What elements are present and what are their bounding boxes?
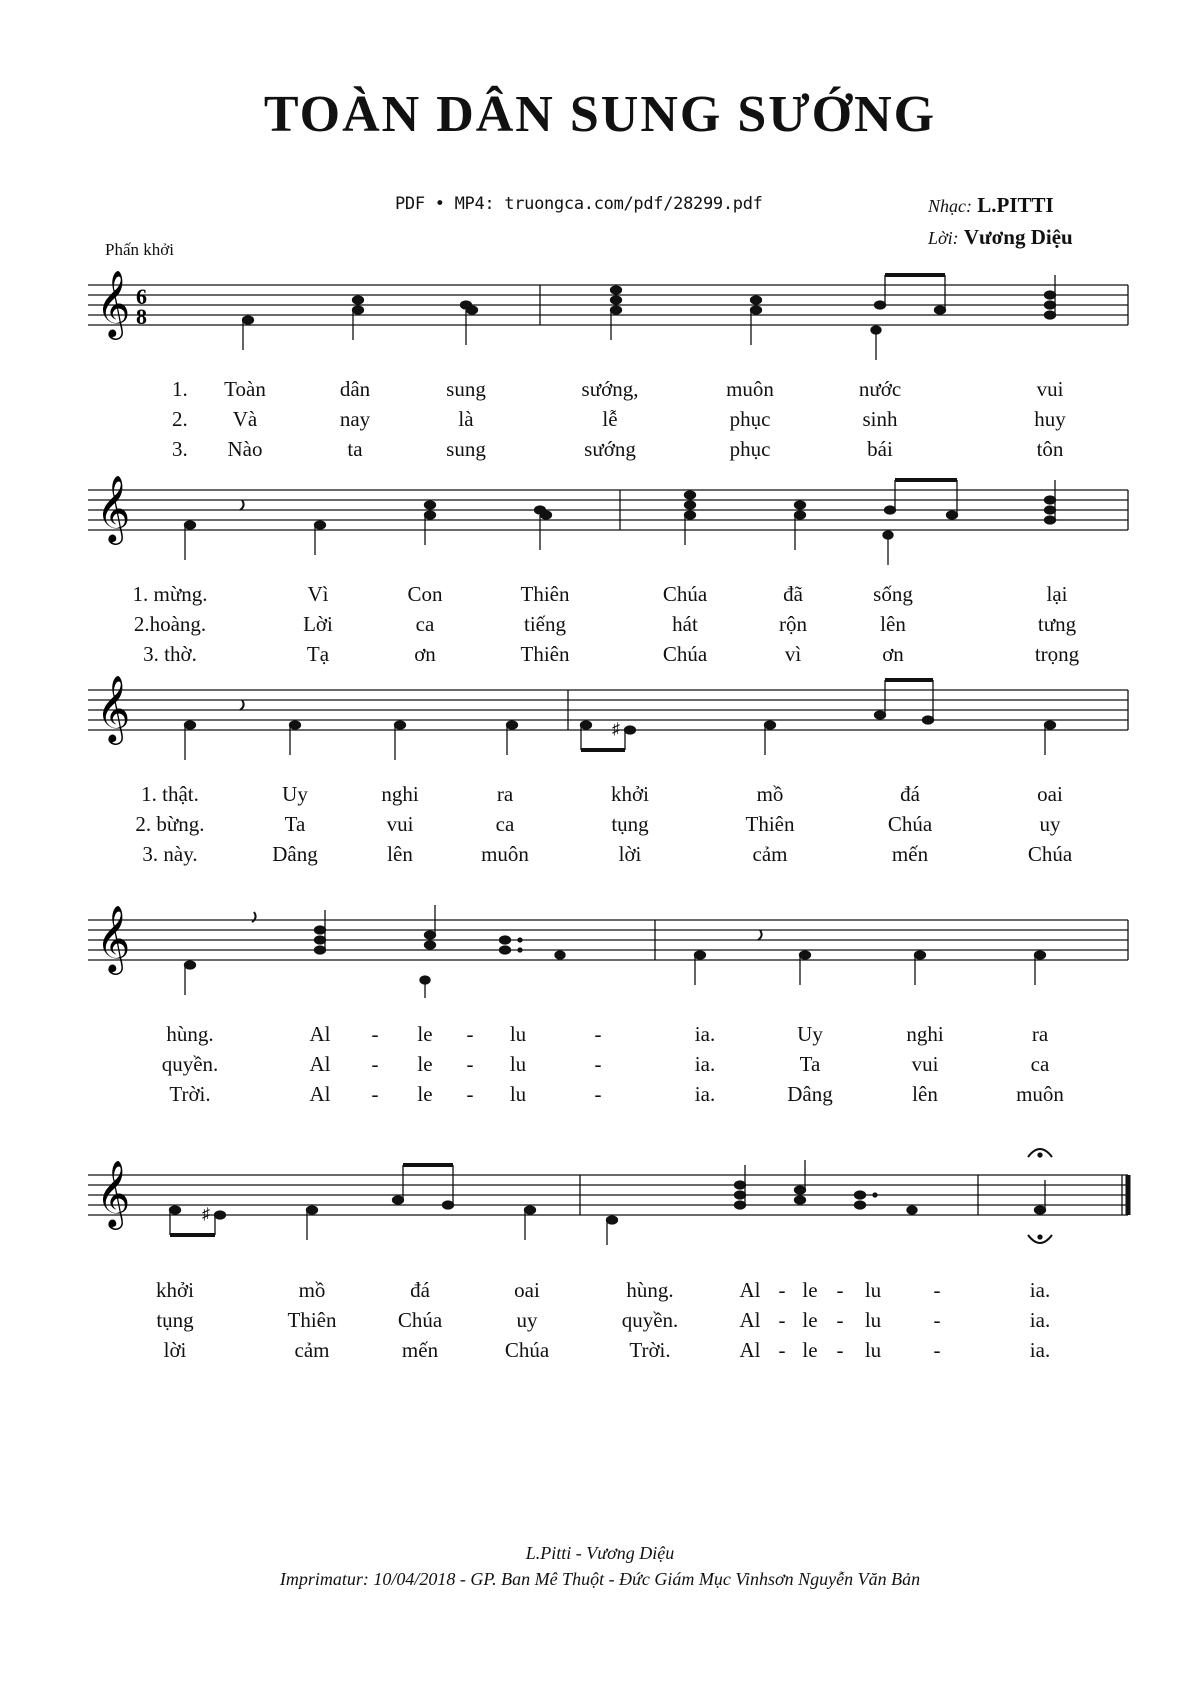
lyric: oai <box>514 1278 540 1302</box>
lyric: Chúa <box>397 1308 443 1332</box>
lyric: đá <box>410 1278 430 1302</box>
lyric: uy <box>1039 812 1061 836</box>
lyric: le <box>802 1338 818 1362</box>
footer <box>0 1540 1200 1592</box>
lyric: mồ <box>298 1278 326 1302</box>
lyric: Al <box>309 1022 331 1046</box>
lyric: nghi <box>906 1022 944 1046</box>
lyric: lu <box>509 1082 527 1106</box>
system-3 <box>0 670 1200 870</box>
lyric: - <box>836 1338 844 1362</box>
lyric: hát <box>672 612 698 636</box>
lyric: lên <box>880 612 906 636</box>
system-4 <box>0 900 1200 1110</box>
staff-4 <box>0 900 1200 1000</box>
notes <box>170 1149 1129 1245</box>
lyric: - <box>466 1082 474 1106</box>
lyric: trọng <box>1034 642 1080 666</box>
lyrics-author: Vương Diệu <box>963 225 1073 249</box>
lyric: Al <box>309 1082 331 1106</box>
lyric: sinh <box>862 407 898 431</box>
lyric: sung <box>446 377 486 401</box>
lyric: Ta <box>799 1052 821 1076</box>
lyric: rộn <box>779 612 807 636</box>
lyric: - <box>371 1022 379 1046</box>
lyric: hùng. <box>166 1022 214 1046</box>
lyric: Trời. <box>629 1338 671 1362</box>
system-2 <box>0 470 1200 670</box>
lyric: huy <box>1034 407 1066 431</box>
lyric: lại <box>1046 582 1068 606</box>
lyric: Nào <box>227 437 263 461</box>
lyric: lu <box>864 1308 882 1332</box>
lyric: ca <box>415 612 435 636</box>
treble-clef-icon: 𝄞 <box>96 674 131 742</box>
lyric: - <box>594 1022 602 1046</box>
lyric: - <box>466 1022 474 1046</box>
lyric: le <box>802 1278 818 1302</box>
verse-number: 3. <box>172 437 188 461</box>
treble-clef-icon: 𝄞 <box>96 269 131 337</box>
lyric: - <box>933 1278 941 1302</box>
lyric: 2.hoàng. <box>133 612 207 636</box>
staff-5 <box>0 1135 1200 1245</box>
staff-lines <box>88 490 1128 530</box>
lyric: mến <box>891 842 929 866</box>
lyric: ơn <box>414 642 436 666</box>
lyric: ra <box>1031 1022 1049 1046</box>
time-sig-bottom: 8 <box>136 304 147 329</box>
lyric: oai <box>1037 782 1063 806</box>
lyric: ia. <box>694 1022 716 1046</box>
lyric: mồ <box>756 782 784 806</box>
staff-lines <box>88 920 1128 960</box>
svg-text:♯: ♯ <box>612 721 620 738</box>
music-label: Nhạc: <box>928 196 972 216</box>
tempo-marking: Phấn khởi <box>105 240 174 259</box>
treble-clef-icon: 𝄞 <box>96 1159 131 1227</box>
lyric: - <box>466 1052 474 1076</box>
lyric: lu <box>864 1338 882 1362</box>
lyric: 1. thật. <box>141 782 199 806</box>
lyric: là <box>458 407 474 431</box>
lyric: nước <box>858 377 902 401</box>
lyric: Uy <box>282 782 308 806</box>
verse-number: 2. <box>172 407 188 431</box>
lyric: đá <box>900 782 920 806</box>
lyric: - <box>371 1052 379 1076</box>
lyric: 3. thờ. <box>143 642 197 666</box>
lyric: - <box>933 1338 941 1362</box>
lyric: Ta <box>284 812 306 836</box>
lyric: le <box>417 1082 433 1106</box>
lyric: 1. mừng. <box>132 582 208 606</box>
lyric: ia. <box>694 1052 716 1076</box>
lyric: đã <box>783 582 803 606</box>
lyric: tưng <box>1037 612 1077 636</box>
music-credit <box>928 193 1054 218</box>
lyric: ơn <box>882 642 904 666</box>
lyric: Al <box>739 1278 761 1302</box>
lyric: Thiên <box>520 642 570 666</box>
lyric: sung <box>446 437 486 461</box>
lyric: Dâng <box>787 1082 833 1106</box>
lyric: Và <box>232 407 258 431</box>
lyric: lu <box>509 1022 527 1046</box>
system-5 <box>0 1135 1200 1362</box>
lyric: dân <box>339 377 371 401</box>
lyric: khởi <box>156 1278 194 1302</box>
lyric: tiếng <box>524 612 566 636</box>
staff-1 <box>0 265 1200 360</box>
lyric: - <box>594 1082 602 1106</box>
system-1 <box>0 265 1200 465</box>
staff-3 <box>0 670 1200 765</box>
music-author: L.PITTI <box>977 193 1054 217</box>
lyric: ta <box>347 437 363 461</box>
staff-2 <box>0 470 1200 565</box>
lyric: lu <box>509 1052 527 1076</box>
lyric: muôn <box>481 842 529 866</box>
lyric: Dâng <box>272 842 318 866</box>
source-link[interactable]: PDF • MP4: truongca.com/pdf/28299.pdf <box>395 194 763 214</box>
lyric: lu <box>864 1278 882 1302</box>
lyrics-credit <box>928 225 1073 250</box>
lyric: Uy <box>797 1022 823 1046</box>
lyric: ia. <box>1029 1308 1051 1332</box>
notes <box>243 275 1129 360</box>
svg-text:♯: ♯ <box>202 1206 210 1223</box>
notes <box>185 480 1129 565</box>
lyric: Con <box>407 582 443 606</box>
lyric: le <box>802 1308 818 1332</box>
staff-lines <box>88 1175 1128 1215</box>
lyric: 2. bừng. <box>135 812 205 836</box>
lyric: muôn <box>726 377 774 401</box>
lyric: vui <box>386 812 414 836</box>
verse-number: 1. <box>172 377 188 401</box>
lyric: cảm <box>752 842 788 866</box>
lyric: - <box>594 1052 602 1076</box>
lyric: - <box>778 1308 786 1332</box>
lyric: Chúa <box>1027 842 1073 866</box>
lyric: vui <box>911 1052 939 1076</box>
lyric: uy <box>516 1308 538 1332</box>
lyric: le <box>417 1052 433 1076</box>
lyric: Tạ <box>306 642 330 666</box>
lyric: Thiên <box>520 582 570 606</box>
lyric: tụng <box>611 812 649 836</box>
lyric: - <box>836 1278 844 1302</box>
lyric: Trời. <box>169 1082 211 1106</box>
lyric: Chúa <box>504 1338 550 1362</box>
lyric: - <box>371 1082 379 1106</box>
lyric: - <box>836 1308 844 1332</box>
lyric: 3. này. <box>142 842 198 866</box>
lyric: - <box>933 1308 941 1332</box>
lyric: muôn <box>1016 1082 1064 1106</box>
lyric: Thiên <box>287 1308 337 1332</box>
lyric: sống <box>873 582 913 606</box>
notes <box>185 905 1129 998</box>
lyric: lên <box>387 842 413 866</box>
lyric: lời <box>618 842 642 866</box>
lyric: ia. <box>1029 1338 1051 1362</box>
lyric: lễ <box>602 407 618 431</box>
lyric: bái <box>867 437 893 461</box>
lyric: lên <box>912 1082 938 1106</box>
lyric: tụng <box>156 1308 194 1332</box>
lyric: vì <box>784 642 802 666</box>
lyric: - <box>778 1338 786 1362</box>
footer-credits: L.Pitti - Vương Diệu <box>525 1543 675 1563</box>
lyric: phục <box>729 437 771 461</box>
time-sig-top: 6 <box>136 284 147 309</box>
staff-lines <box>88 690 1128 730</box>
lyrics-label: Lời: <box>928 228 959 248</box>
lyric: ia. <box>1029 1278 1051 1302</box>
treble-clef-icon: 𝄞 <box>96 474 131 542</box>
lyric: Lời <box>303 612 333 636</box>
lyric: Chúa <box>662 582 708 606</box>
lyric: ra <box>496 782 514 806</box>
lyric: Vì <box>307 582 329 606</box>
footer-imprimatur: Imprimatur: 10/04/2018 - GP. Ban Mê Thuột - Đức Giám Mục Vinhsơn Nguyễn Văn Bản <box>279 1569 921 1589</box>
lyric: quyền. <box>161 1052 219 1076</box>
lyric: Chúa <box>887 812 933 836</box>
lyric: nay <box>339 407 371 431</box>
lyric: Thiên <box>745 812 795 836</box>
lyric: cảm <box>294 1338 330 1362</box>
lyric: Al <box>309 1052 331 1076</box>
lyric: ia. <box>694 1082 716 1106</box>
lyric: le <box>417 1022 433 1046</box>
lyric: - <box>778 1278 786 1302</box>
lyric: tôn <box>1036 437 1064 461</box>
lyric: quyền. <box>621 1308 679 1332</box>
treble-clef-icon: 𝄞 <box>96 904 131 972</box>
lyric: ca <box>1030 1052 1050 1076</box>
lyric: Al <box>739 1308 761 1332</box>
lyric: Toàn <box>224 377 266 401</box>
lyric: mến <box>401 1338 439 1362</box>
lyric: sướng <box>584 437 636 461</box>
lyric: nghi <box>381 782 419 806</box>
lyric: hùng. <box>626 1278 674 1302</box>
lyric: vui <box>1036 377 1064 401</box>
lyric: Al <box>739 1338 761 1362</box>
lyric: lời <box>163 1338 187 1362</box>
lyric: ca <box>495 812 515 836</box>
lyric: phục <box>729 407 771 431</box>
lyric: khởi <box>611 782 649 806</box>
song-title: TOÀN DÂN SUNG SƯỚNG <box>263 86 937 143</box>
lyric: Chúa <box>662 642 708 666</box>
lyric: sướng, <box>581 377 639 401</box>
